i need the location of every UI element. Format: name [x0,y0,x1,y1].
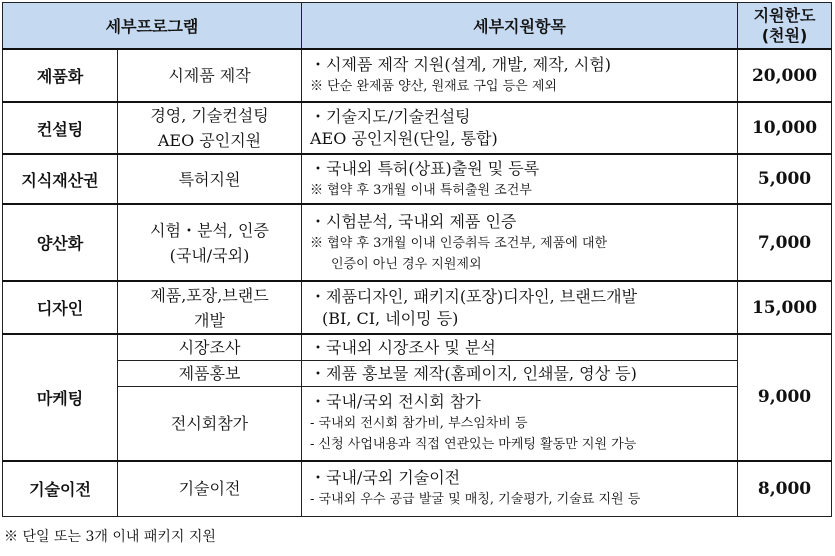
detail-cell: ・시제품 제작 지원(설계, 개발, 제작, 시험) ※ 단순 완제품 양산, 원재료 구입 등은 제외 [302,49,738,102]
table-row-design [3,281,832,334]
support-table [2,2,832,517]
limit-cell: 8,000 [738,461,832,517]
limit-cell: 7,000 [738,204,832,281]
table-row-marketing-exhibit [3,387,832,461]
category-cell: 지식재산권 [3,154,118,204]
limit-cell: 15,000 [738,281,832,334]
limit-cell: 5,000 [738,154,832,204]
table-row-marketing-research [3,334,832,361]
table-row-ip [3,154,832,204]
program-cell: 기술이전 [118,461,302,517]
limit-cell: 10,000 [738,102,832,154]
category-cell: 컨설팅 [3,102,118,154]
header-row [3,3,832,50]
program-cell: 시장조사 [118,334,302,361]
category-cell: 마케팅 [3,334,118,461]
detail-cell: ・시험분석, 국내외 제품 인증 ※ 협약 후 3개월 이내 인증취득 조건부, 제품에 대한 인증이 아닌 경우 지원제외 [302,204,738,281]
header-limit: 지원한도 (천원) [738,3,832,50]
table-row-product [3,49,832,102]
program-cell: 경영, 기술컨설팅 AEO 공인지원 [118,102,302,154]
program-cell: 제품,포장,브랜드 개발 [118,281,302,334]
table-row-marketing-promo [3,361,832,387]
footnote: ※ 단일 또는 3개 이내 패키지 지원 [4,529,216,545]
detail-cell: ・국내/국외 기술이전 - 국내외 우수 공급 발굴 및 매칭, 기술평가, 기술료 지원 등 [302,461,738,517]
detail-cell: ・국내외 특허(상표)출원 및 등록 ※ 협약 후 3개월 이내 특허출원 조건부 [302,154,738,204]
program-cell: 전시회참가 [118,387,302,461]
program-cell: 시제품 제작 [118,49,302,102]
detail-cell: ・국내외 시장조사 및 분석 [302,334,738,361]
header-program: 세부프로그램 [3,3,302,50]
limit-cell: 20,000 [738,49,832,102]
detail-cell: ・제품 홍보물 제작(홈페이지, 인쇄물, 영상 등) [302,361,738,387]
category-cell: 디자인 [3,281,118,334]
header-detail: 세부지원항목 [302,3,738,50]
program-cell: 제품홍보 [118,361,302,387]
detail-cell: ・기술지도/기술컨설팅 AEO 공인지원(단일, 통합) [302,102,738,154]
table-row-tech [3,461,832,517]
program-cell: 특허지원 [118,154,302,204]
category-cell: 제품화 [3,49,118,102]
category-cell: 양산화 [3,204,118,281]
table-row-consulting [3,102,832,154]
category-cell: 기술이전 [3,461,118,517]
program-cell: 시험・분석, 인증 (국내/국외) [118,204,302,281]
table-row-mass [3,204,832,281]
detail-cell: ・제품디자인, 패키지(포장)디자인, 브랜드개발 (BI, CI, 네이밍 등) [302,281,738,334]
limit-cell: 9,000 [738,334,832,461]
detail-cell: ・국내/국외 전시회 참가 - 국내외 전시회 참가비, 부스임차비 등 - 신청 사업내용과 직접 연관있는 마케팅 활동만 지원 가능 [302,387,738,461]
